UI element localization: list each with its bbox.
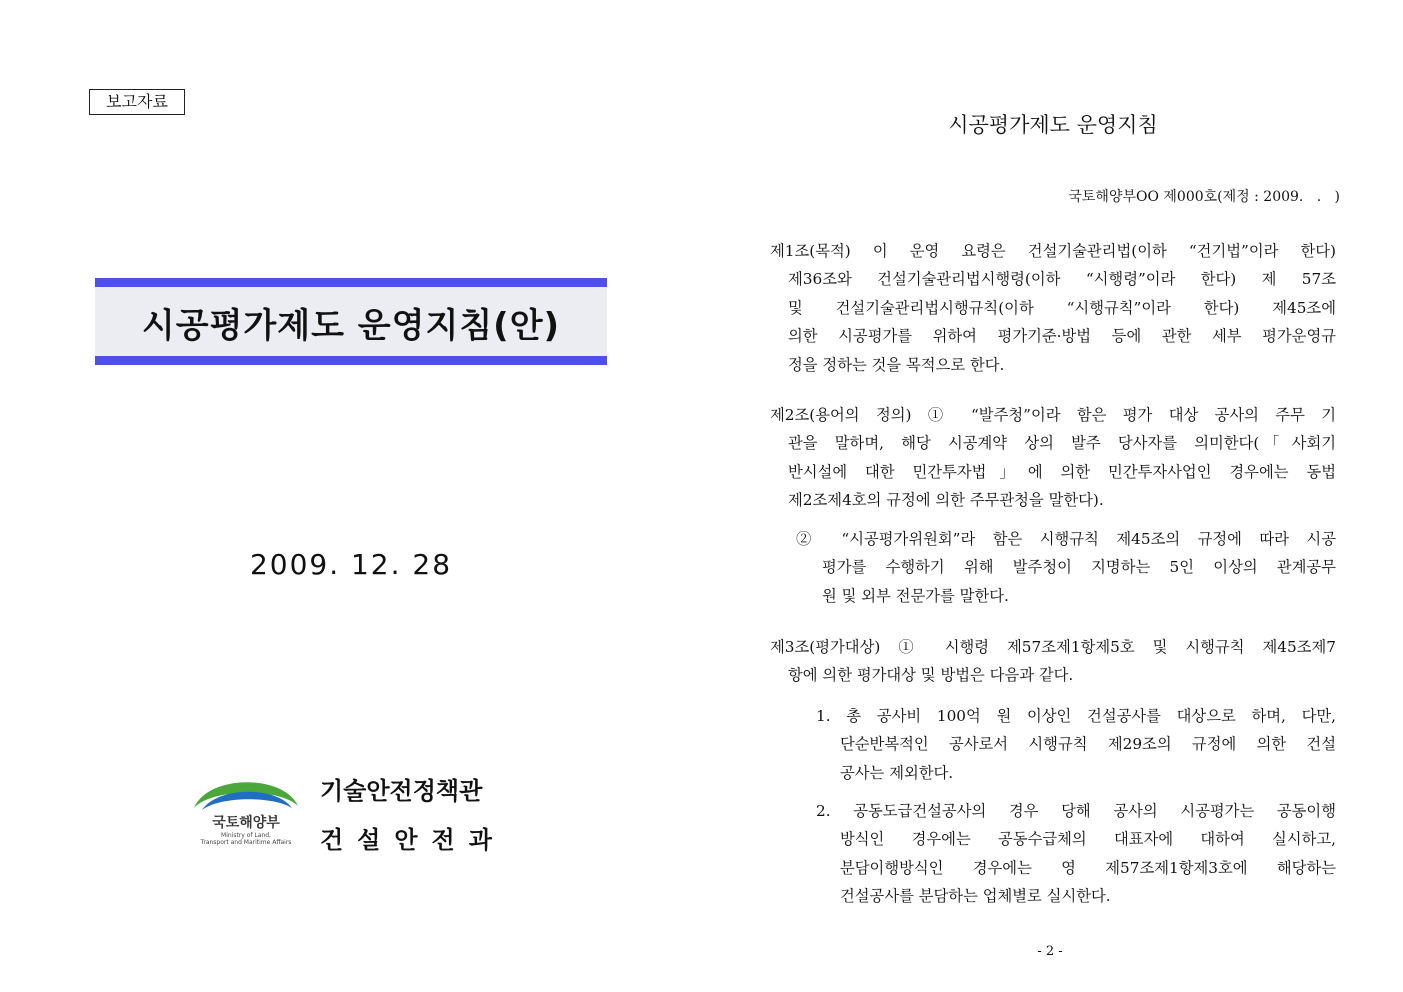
ministry-logo <box>188 772 304 856</box>
cover-title: 시공평가제도 운영지침(안) <box>141 306 561 346</box>
logo-text-en: Ministry of Land, Transport and Maritime Affairs <box>200 832 292 846</box>
article-1: 제1조(목적) 이 운영 요령은 건설기술관리법(이하 “건기법”이라 한다) 제36조와 건설기술관리법시행령(이하 “시행령”이라 한다) 제 57조 및 건설기술관리법시행규칙(이하 “시행규칙”이라 한다) 제45조에 의한 시공평가를 위하여 평가기준·방법 등에 관한 세부 평가운영규 정을 정하는 것을 목적으로 한다. <box>770 242 1336 374</box>
document-reference: 국토해양부OO 제000호(제정 : 2009. . ) <box>1068 189 1340 205</box>
title-bar-top <box>95 278 607 287</box>
article-2-clause-2: ② “시공평가위원회”라 함은 시행규칙 제45조의 규정에 따라 시공 평가를 수행하기 위해 발주청이 지명하는 5인 이상의 관계공무 원 및 외부 전문가를 말한다. <box>796 530 1336 605</box>
article-3: 제3조(평가대상) ① 시행령 제57조제1항제5호 및 시행규칙 제45조제7 항에 의한 평가대상 및 방법은 다음과 같다. <box>770 638 1336 685</box>
title-bar-bottom <box>95 356 607 365</box>
article-2-clause-1: 제2조(용어의 정의) ① “발주청”이라 함은 평가 대상 공사의 주무 기 관을 말하며, 해당 시공계약 상의 발주 당사자를 의미한다(「사회기 반시설에 대한 민간투자법」에 의한 민간투자사업인 경우에는 동법 제2조제4호의 규정에 의한 주무관청을 말한다). <box>770 406 1336 510</box>
page-number: - 2 - <box>1037 944 1063 959</box>
list-item: 2. 공동도급건설공사의 경우 당해 공사의 시공평가는 공동이행 방식인 경우에는 공동수급체의 대표자에 대하여 실시하고, 분담이행방식인 경우에는 영 제57조제1항제3호에 해당하는 건설공사를 분담하는 업체별로 실시한다. <box>816 802 1336 906</box>
document-title: 시공평가제도 운영지침 <box>948 113 1158 137</box>
logo-arc-icon <box>188 772 304 814</box>
org-office: 기술안전정책관 <box>320 777 483 805</box>
list-item: 1. 총 공사비 100억 원 이상인 건설공사를 대상으로 하며, 다만, 단순반복적인 공사로서 시행규칙 제29조의 규정에 의한 건설 공사는 제외한다. <box>816 707 1336 782</box>
report-tag: 보고자료 <box>89 89 185 115</box>
cover-date: 2009. 12. 28 <box>249 548 453 581</box>
org-division: 건설안전과 <box>320 826 506 854</box>
logo-text-ko: 국토해양부 <box>212 815 280 831</box>
cover-title-box <box>95 278 607 365</box>
